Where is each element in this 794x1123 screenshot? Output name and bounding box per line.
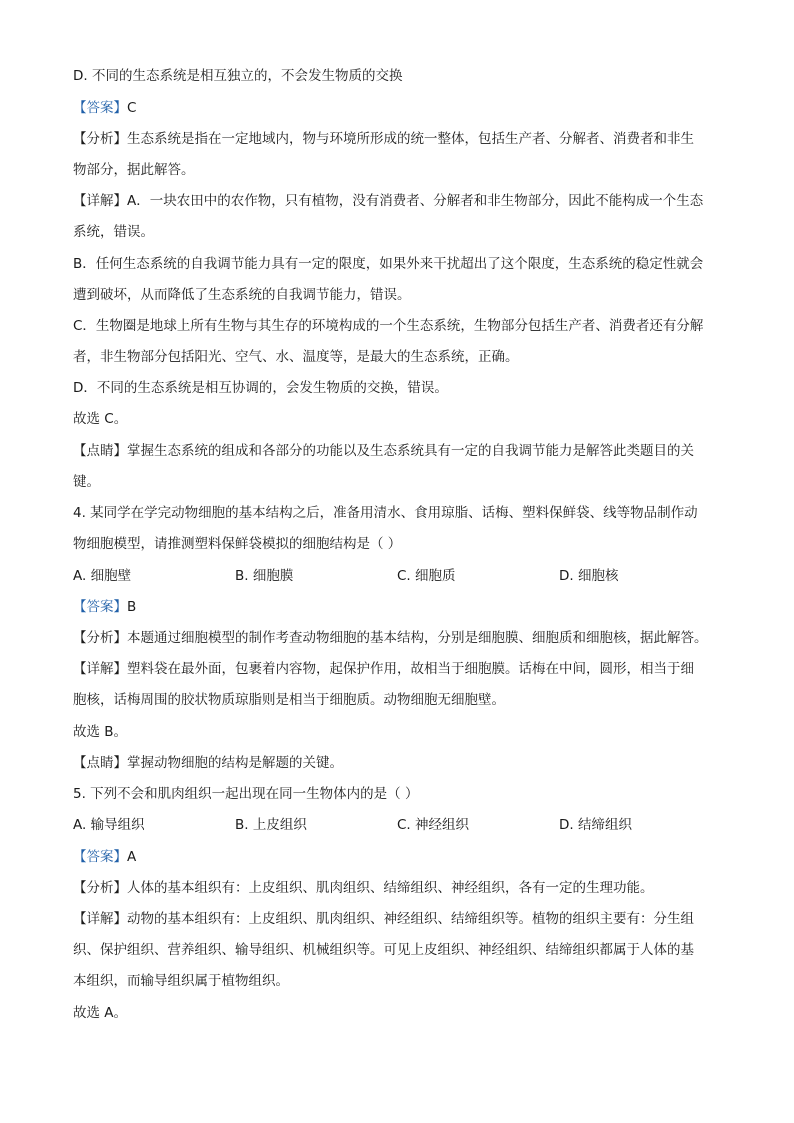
analysis-tag: 【分析】	[73, 880, 127, 896]
q5-stem: 5. 下列不会和肌肉组织一起出现在同一生物体内的是（ ）	[73, 786, 419, 802]
q5-option-d: D. 结缔组织	[559, 817, 632, 833]
analysis-tag: 【分析】	[73, 131, 127, 147]
q5-detail-line-3: 本组织，而输导组织属于植物组织。	[73, 973, 289, 989]
q4-answer-value: B	[127, 599, 137, 615]
q3-detail-c-line-2: 者，非生物部分包括阳光、空气、水、温度等，是最大的生态系统，正确。	[73, 349, 519, 365]
q4-conclusion: 故选 B。	[73, 724, 128, 740]
q4-option-c: C. 细胞质	[397, 568, 456, 584]
q5-conclusion: 故选 A。	[73, 1005, 128, 1021]
q3-answer-value: C	[127, 100, 137, 116]
q5-answer-value: A	[127, 849, 137, 865]
q5-analysis: 【分析】人体的基本组织有：上皮组织、肌肉组织、结缔组织、神经组织，各有一定的生理功能。	[73, 880, 654, 896]
q3-analysis-line-1: 【分析】生态系统是指在一定地域内，物与环境所形成的统一整体，包括生产者、分解者、消费者和非生	[73, 131, 694, 147]
q3-comment-line-2: 键。	[73, 474, 100, 490]
q5-detail-line-2: 织、保护组织、营养组织、输导组织、机械组织等。可见上皮组织、神经组织、结缔组织都属于人体的基	[73, 942, 694, 958]
answer-tag: 【答案】	[73, 849, 127, 865]
q5-option-c: C. 神经组织	[397, 817, 470, 833]
q3-analysis-line-2: 物部分，据此解答。	[73, 162, 195, 178]
q5-option-b: B. 上皮组织	[235, 817, 307, 833]
analysis-tag: 【分析】	[73, 630, 127, 646]
q3-detail-a-line-1: 【详解】A．一块农田中的农作物，只有植物，没有消费者、分解者和非生物部分，因此不能构成一个生态	[73, 193, 704, 209]
q3-detail-c-line-1: C．生物圈是地球上所有生物与其生存的环境构成的一个生态系统，生物部分包括生产者、消费者还有分解	[73, 318, 704, 334]
q4-stem-line-2: 物细胞模型，请推测塑料保鲜袋模拟的细胞结构是（ ）	[73, 536, 402, 552]
comment-tag: 【点睛】	[73, 755, 127, 771]
q3-comment-line-1: 【点睛】掌握生态系统的组成和各部分的功能以及生态系统具有一定的自我调节能力是解答此类题目的关	[73, 443, 694, 459]
q4-option-b: B. 细胞膜	[235, 568, 294, 584]
q4-option-d: D. 细胞核	[559, 568, 619, 584]
q5-detail-line-1: 【详解】动物的基本组织有：上皮组织、肌肉组织、神经组织、结缔组织等。植物的组织主要有：分生组	[73, 911, 694, 927]
q3-answer	[73, 98, 723, 118]
q5-answer	[73, 847, 723, 867]
comment-tag: 【点睛】	[73, 443, 127, 459]
detail-tag: 【详解】	[73, 661, 127, 677]
q5-option-a: A. 输导组织	[73, 817, 145, 833]
q4-analysis: 【分析】本题通过细胞模型的制作考查动物细胞的基本结构，分别是细胞膜、细胞质和细胞核，据此解答。	[73, 630, 708, 646]
q3-conclusion: 故选 C。	[73, 411, 128, 427]
q4-detail-line-2: 胞核，话梅周围的胶状物质琼脂则是相当于细胞质。动物细胞无细胞壁。	[73, 692, 505, 708]
q3-option-d: D. 不同的生态系统是相互独立的，不会发生物质的交换	[73, 68, 403, 84]
q4-comment: 【点睛】掌握动物细胞的结构是解题的关键。	[73, 755, 343, 771]
q3-detail-a-line-2: 系统，错误。	[73, 224, 154, 240]
answer-tag: 【答案】	[73, 599, 127, 615]
answer-tag: 【答案】	[73, 100, 127, 116]
detail-tag: 【详解】	[73, 193, 127, 209]
q4-stem-line-1: 4. 某同学在学完动物细胞的基本结构之后，准备用清水、食用琼脂、话梅、塑料保鲜袋、线等物品制作动	[73, 505, 698, 521]
q4-answer	[73, 597, 723, 617]
q5-options	[73, 815, 723, 835]
q4-detail-line-1: 【详解】塑料袋在最外面，包裹着内容物，起保护作用，故相当于细胞膜。话梅在中间，圆形，相当于细	[73, 661, 694, 677]
q4-options	[73, 566, 723, 586]
q3-detail-b-line-2: 遭到破坏，从而降低了生态系统的自我调节能力，错误。	[73, 287, 411, 303]
q3-detail-b-line-1: B．任何生态系统的自我调节能力具有一定的限度，如果外来干扰超出了这个限度，生态系统的稳定性就会	[73, 256, 704, 272]
detail-tag: 【详解】	[73, 911, 127, 927]
q3-detail-d: D．不同的生态系统是相互协调的，会发生物质的交换，错误。	[73, 380, 448, 396]
q4-option-a: A. 细胞壁	[73, 568, 132, 584]
